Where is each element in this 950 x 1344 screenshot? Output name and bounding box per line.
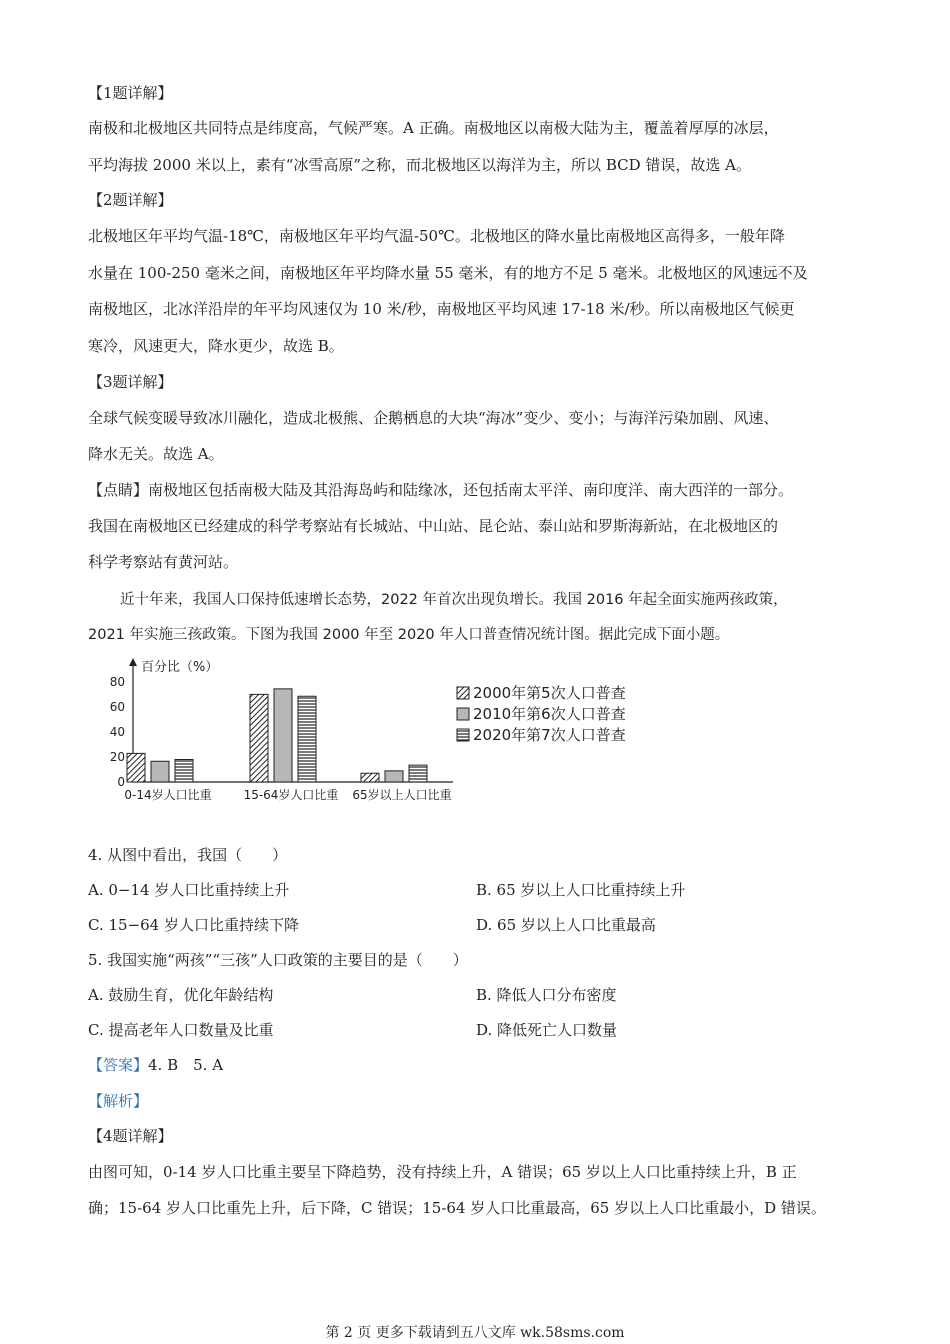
- q5-option-d[interactable]: D. 降低死亡人口数量: [476, 1021, 618, 1039]
- legend-swatch: [457, 729, 469, 741]
- page-footer: 第 2 页 更多下载请到五八文库 wk.58sms.com: [325, 1325, 625, 1341]
- legend-label: 2010年第6次人口普查: [473, 705, 626, 723]
- q4-option-a[interactable]: A. 0−14 岁人口比重持续上升: [88, 881, 290, 899]
- q2-heading: 【2题详解】: [88, 191, 173, 209]
- x-tick-label: 65岁以上人口比重: [352, 788, 452, 802]
- note-label: 【点睛】: [88, 481, 149, 499]
- bar: [127, 753, 145, 782]
- legend-swatch: [457, 687, 469, 699]
- q4detail-line-1: 由图可知，0-14 岁人口比重主要呈下降趋势，没有持续上升，A 错误；65 岁以上人口比重持续上升，B 正: [88, 1163, 797, 1181]
- y-axis-label: 百分比（%）: [141, 660, 219, 675]
- q3-line-1: 全球气候变暖导致冰川融化，造成北极熊、企鹅栖息的大块“海冰”变少、变小；与海洋污染加剧、风速、: [88, 409, 779, 427]
- q4-option-b[interactable]: B. 65 岁以上人口比重持续上升: [476, 881, 686, 899]
- bar: [175, 760, 193, 783]
- y-tick-label: 40: [109, 725, 125, 739]
- q2-line-2: 水量在 100-250 毫米之间，南极地区年平均降水量 55 毫米，有的地方不足 5 毫米。北极地区的风速远不及: [88, 264, 808, 282]
- y-tick-label: 20: [109, 750, 125, 764]
- x-tick-label: 15-64岁人口比重: [243, 788, 339, 802]
- q5-stem: 5. 我国实施“两孩”“三孩”人口政策的主要目的是（ ）: [88, 951, 468, 969]
- y-axis-arrow: [129, 658, 137, 666]
- legend-label: 2000年第5次人口普查: [473, 684, 626, 702]
- intro-line-1: 近十年来，我国人口保持低速增长态势，2022 年首次出现负增长。我国 2016 年起全面实施两孩政策，: [120, 592, 788, 608]
- note-line-2: 我国在南极地区已经建成的科学考察站有长城站、中山站、昆仑站、泰山站和罗斯海新站，在北极地区的: [88, 517, 779, 535]
- note-text: 南极地区包括南极大陆及其沿海岛屿和陆缘冰，还包括南太平洋、南印度洋、南大西洋的一部分。: [148, 481, 794, 499]
- bar: [274, 689, 292, 782]
- q2-line-1: 北极地区年平均气温-18℃，南极地区年平均气温-50℃。北极地区的降水量比南极地区高得多，一般年降: [88, 227, 785, 245]
- q1-heading: 【1题详解】: [88, 84, 173, 102]
- legend-swatch: [457, 708, 469, 720]
- q5-option-c[interactable]: C. 提高老年人口数量及比重: [88, 1021, 274, 1039]
- q5-option-a[interactable]: A. 鼓励生育，优化年龄结构: [88, 986, 274, 1004]
- intro-line-2: 2021 年实施三孩政策。下图为我国 2000 年至 2020 年人口普查情况统计图。据此完成下面小题。: [88, 627, 730, 643]
- q4detail-heading: 【4题详解】: [88, 1127, 173, 1145]
- answer-label: 【答案】: [88, 1056, 149, 1074]
- q4-stem: 4. 从图中看出，我国（ ）: [88, 846, 288, 864]
- bar: [298, 696, 316, 782]
- q4detail-line-2: 确；15-64 岁人口比重先上升，后下降，C 错误；15-64 岁人口比重最高，65 岁以上人口比重最小，D 错误。: [88, 1199, 826, 1217]
- q1-line-2: 平均海拔 2000 米以上，素有“冰雪高原”之称，而北极地区以海洋为主，所以 BCD 错误，故选 A。: [88, 156, 751, 174]
- q1-line-1: 南极和北极地区共同特点是纬度高，气候严寒。A 正确。南极地区以南极大陆为主，覆盖着厚厚的冰层，: [88, 119, 779, 137]
- q3-heading: 【3题详解】: [88, 373, 173, 391]
- q5-option-b[interactable]: B. 降低人口分布密度: [476, 986, 617, 1004]
- y-tick-label: 60: [109, 700, 125, 714]
- y-tick-label: 0: [117, 775, 125, 789]
- q2-line-3: 南极地区，北冰洋沿岸的年平均风速仅为 10 米/秒，南极地区平均风速 17-18 米/秒。所以南极地区气候更: [88, 300, 795, 318]
- q2-line-4: 寒冷，风速更大，降水更少，故选 B。: [88, 337, 344, 355]
- bar: [361, 773, 379, 782]
- bar: [385, 771, 403, 782]
- note-line-1: [88, 480, 793, 500]
- bar: [151, 761, 169, 782]
- q4-option-c[interactable]: C. 15−64 岁人口比重持续下降: [88, 916, 299, 934]
- q4-option-d[interactable]: D. 65 岁以上人口比重最高: [476, 916, 656, 934]
- bar: [250, 694, 268, 782]
- y-tick-label: 80: [109, 675, 125, 689]
- note-line-3: 科学考察站有黄河站。: [88, 553, 239, 571]
- analysis-label: 【解析】: [88, 1092, 149, 1110]
- answer-line: [88, 1055, 223, 1075]
- q3-line-2: 降水无关。故选 A。: [88, 445, 224, 463]
- answer-text: 4. B 5. A: [148, 1056, 224, 1074]
- population-census-chart: [105, 655, 665, 805]
- bar: [409, 765, 427, 782]
- legend-label: 2020年第7次人口普查: [473, 726, 626, 744]
- x-tick-label: 0-14岁人口比重: [124, 788, 212, 802]
